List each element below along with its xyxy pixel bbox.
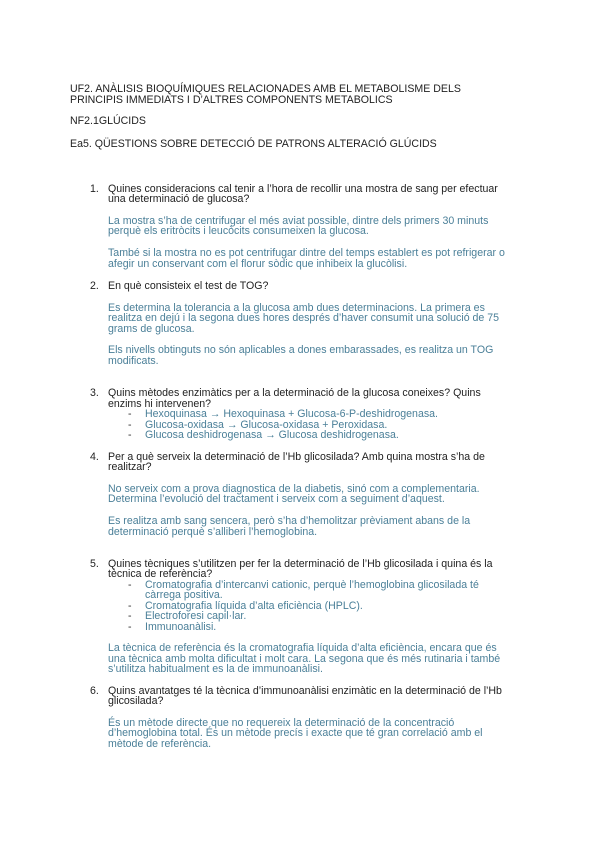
question-text: una determinació de glucosa? bbox=[108, 193, 250, 205]
answer-text: És un mètode directe que no requereix la determinació de la concentració bbox=[108, 717, 455, 729]
section-heading: NF2.1GLÚCIDS bbox=[70, 115, 146, 127]
answer-text: No serveix com a prova diagnostica de la diabetis, sinó com a complementaria. bbox=[108, 483, 480, 495]
answer-text: Es determina la tolerancia a la glucosa amb dues determinacions. La primera es bbox=[108, 302, 485, 314]
answer-text: grams de glucosa. bbox=[108, 323, 195, 335]
answer-text: Els nivells obtinguts no són aplicables a dones embarassades, es realitza un TOG bbox=[108, 344, 494, 356]
bullet-item: Immunoanàlisi. bbox=[145, 621, 217, 633]
bullet-item: Hexoquinasa → Hexoquinasa + Glucosa-6-P-deshidrogenasa. bbox=[145, 408, 438, 420]
bullet-dash: - bbox=[128, 408, 132, 420]
answer-text: Determina l’evolució del tractament i serveix com a seguiment d’aquest. bbox=[108, 493, 445, 505]
bullet-dash: - bbox=[128, 610, 132, 622]
bullet-item: Electroforesi capil·lar. bbox=[145, 610, 247, 622]
question-number: 2. bbox=[90, 280, 99, 292]
bullet-item: Cromatografia líquida d’alta eficiència (HPLC). bbox=[145, 600, 363, 612]
question-text: Quines tècniques s’utilitzen per fer la determinació de l’Hb glicosilada i quina és la bbox=[108, 558, 493, 570]
question-number: 1. bbox=[90, 183, 99, 195]
document-title-line-2: PRINCIPIS IMMEDIATS I D’ALTRES COMPONENTS METABOLICS bbox=[70, 94, 393, 106]
answer-text: perquè els eritròcits i leucòcits consumeixen la glucosa. bbox=[108, 225, 369, 237]
answer-text: mètode de referència. bbox=[108, 738, 212, 750]
activity-heading: Ea5. QÜESTIONS SOBRE DETECCIÓ DE PATRONS ALTERACIÓ GLÚCIDS bbox=[70, 138, 437, 150]
question-number: 4. bbox=[90, 451, 99, 463]
answer-text: s’utilitza habitualment es la de immunoanàlisi. bbox=[108, 663, 323, 675]
question-text: Quins mètodes enzimàtics per a la determinació de la glucosa coneixes? Quins bbox=[108, 387, 481, 399]
bullet-item: Glucosa deshidrogenasa → Glucosa deshidrogenasa. bbox=[145, 429, 399, 441]
bullet-item: Cromatografia d’intercanvi cationic, perquè l’hemoglobina glicosilada té bbox=[145, 579, 479, 591]
bullet-item: Glucosa-oxidasa → Glucosa-oxidasa + Peroxidasa. bbox=[145, 419, 388, 431]
question-text: Quins avantatges té la tècnica d’immunoanàlisi enzimàtic en la determinació de l’Hb bbox=[108, 685, 502, 697]
question-text: En què consisteix el test de TOG? bbox=[108, 280, 269, 292]
document-title-line-1: UF2. ANÀLISIS BIOQUÍMIQUES RELACIONADES AMB EL METABOLISME DELS bbox=[70, 83, 461, 95]
bullet-dash: - bbox=[128, 419, 132, 431]
question-text: enzims hi intervenen? bbox=[108, 398, 212, 410]
question-text: realitzar? bbox=[108, 461, 152, 473]
answer-text: La mostra s’ha de centrifugar el més aviat possible, dintre dels primers 30 minuts bbox=[108, 215, 489, 227]
question-number: 3. bbox=[90, 387, 99, 399]
question-text: glicosilada? bbox=[108, 695, 164, 707]
answer-text: modificats. bbox=[108, 355, 159, 367]
answer-text: afegir un conservant com el florur sòdic que inhibeix la glucòlisi. bbox=[108, 258, 408, 270]
answer-text: La tècnica de referència és la cromatografia líquida d’alta eficiència, encara que és bbox=[108, 642, 497, 654]
bullet-dash: - bbox=[128, 600, 132, 612]
bullet-dash: - bbox=[128, 621, 132, 633]
question-number: 5. bbox=[90, 558, 99, 570]
answer-text: També si la mostra no es pot centrifugar dintre del temps establert es pot refrigerar o bbox=[108, 247, 505, 259]
answer-text: d’hemoglobina total. És un mètode precís i exacte que té gran correlació amb el bbox=[108, 727, 483, 739]
question-text: tècnica de referència? bbox=[108, 568, 213, 580]
question-text: Quines consideracions cal tenir a l’hora de recollir una mostra de sang per efectuar bbox=[108, 183, 498, 195]
bullet-dash: - bbox=[128, 579, 132, 591]
question-number: 6. bbox=[90, 685, 99, 697]
answer-text: una tècnica amb molta dificultat i molt cara. La segona que és més rutinaria i també bbox=[108, 653, 501, 665]
bullet-dash: - bbox=[128, 429, 132, 441]
answer-text: determinació perquè s’alliberi l’hemoglobina. bbox=[108, 526, 318, 538]
answer-text: realitza en dejú i la segona dues hores després d’haver consumit una solució de 75 bbox=[108, 312, 500, 324]
answer-text: Es realitza amb sang sencera, però s’ha d’hemolitzar prèviament abans de la bbox=[108, 515, 471, 527]
question-text: Per a què serveix la determinació de l’Hb glicosilada? Amb quina mostra s’ha de bbox=[108, 451, 485, 463]
bullet-item: càrrega positiva. bbox=[145, 589, 223, 601]
